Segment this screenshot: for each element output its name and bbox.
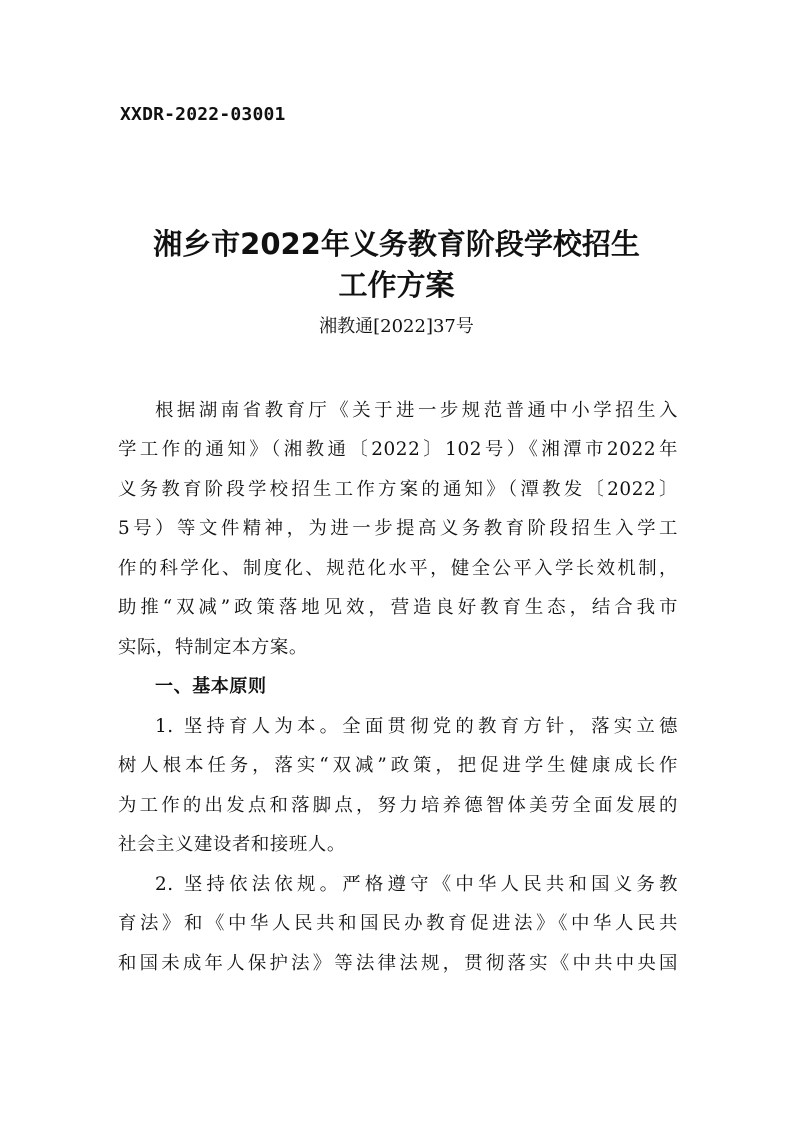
paragraph-line: 作的科学化、制度化、规范化水平，健全公平入学长效机制，: [118, 558, 678, 579]
document-code: XXDR-2022-03001: [120, 104, 286, 125]
paragraph-line: 社会主义建设者和接班人。: [118, 834, 346, 855]
paragraph-line: 助推“双减”政策落地见效，营造良好教育生态，结合我市: [118, 597, 678, 618]
paragraph-line: 1. 坚持育人为本。全面贯彻党的教育方针，落实立德: [155, 716, 678, 737]
section-heading: 一、基本原则: [155, 676, 267, 697]
document-title-line-1: 湘乡市2022年义务教育阶段学校招生: [153, 227, 640, 261]
paragraph-line: 5号）等文件精神，为进一步提高义务教育阶段招生入学工: [118, 518, 678, 539]
paragraph-line: 2. 坚持依法依规。严格遵守《中华人民共和国义务教: [155, 874, 678, 895]
paragraph-line: 根据湖南省教育厅《关于进一步规范普通中小学招生入: [155, 400, 678, 421]
paragraph-line: 和国未成年人保护法》等法律法规，贯彻落实《中共中央国: [118, 953, 678, 974]
paragraph-line: 实际，特制定本方案。: [118, 637, 308, 658]
paragraph-line: 树人根本任务，落实“双减”政策，把促进学生健康成长作: [118, 755, 678, 776]
document-number: 湘教通[2022]37号: [319, 316, 474, 337]
paragraph-line: 育法》和《中华人民共和国民办教育促进法》《中华人民共: [118, 913, 678, 934]
paragraph-line: 学工作的通知》（湘教通〔2022〕102号）《湘潭市2022年: [118, 439, 678, 460]
paragraph-line: 义务教育阶段学校招生工作方案的通知》（潭教发〔2022〕: [118, 479, 678, 500]
document-title-line-2: 工作方案: [338, 268, 455, 302]
paragraph-line: 为工作的出发点和落脚点，努力培养德智体美劳全面发展的: [118, 795, 678, 816]
